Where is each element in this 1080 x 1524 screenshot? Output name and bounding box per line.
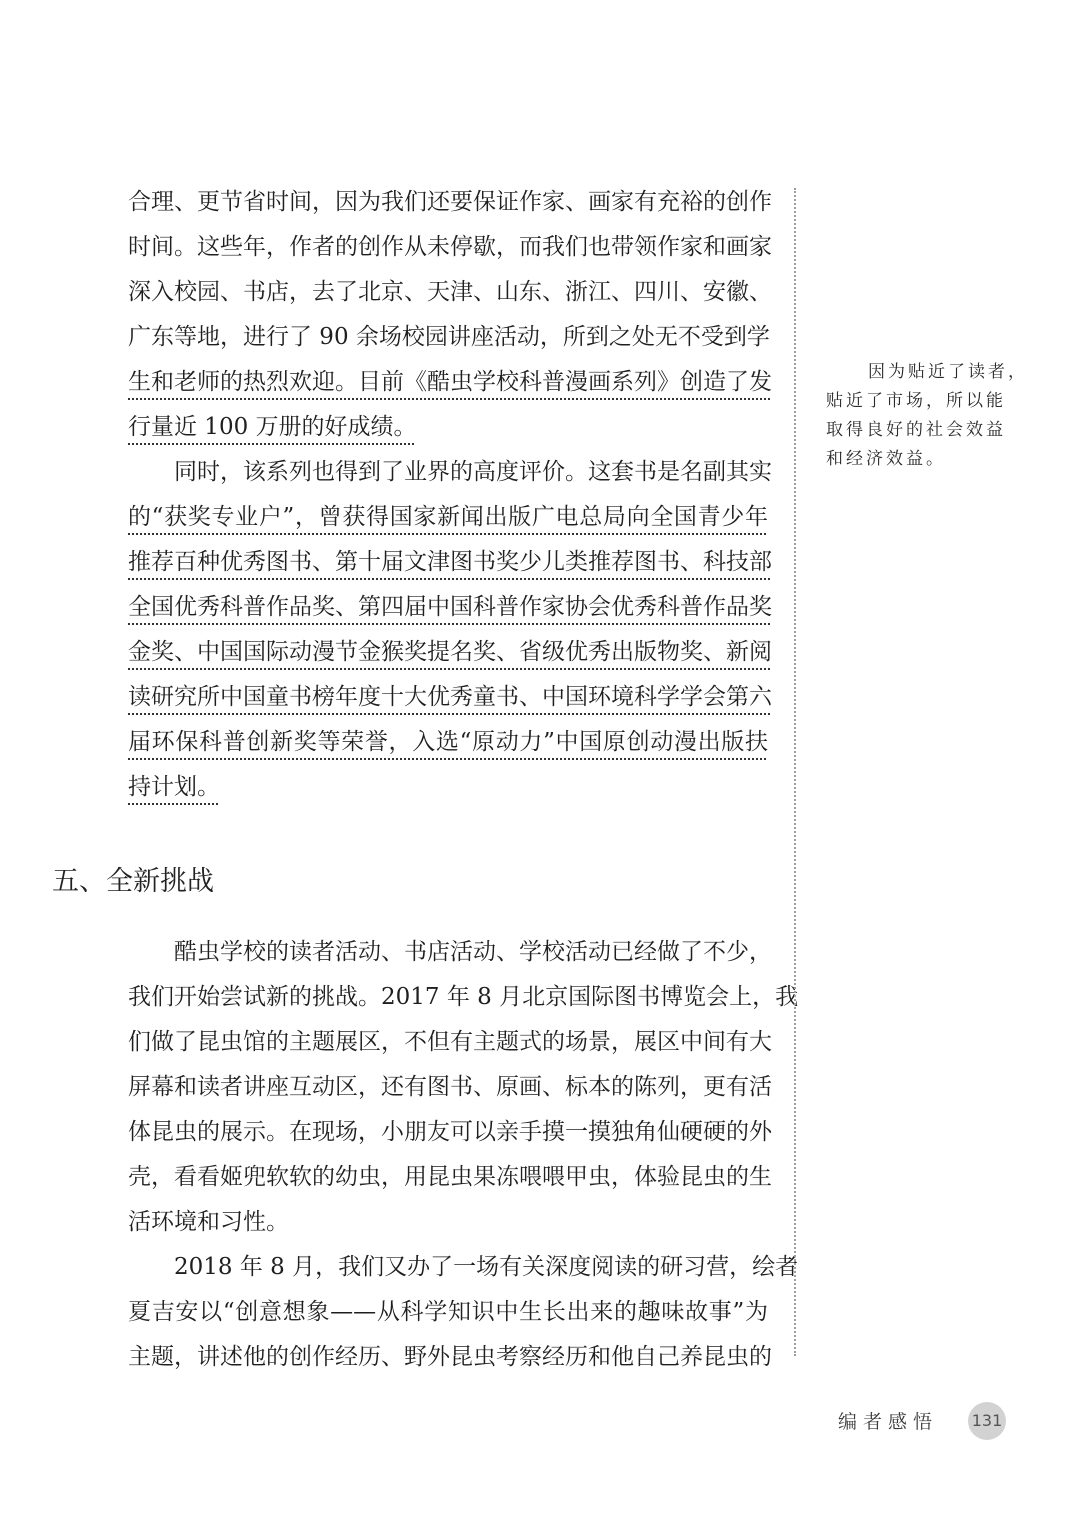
emphasized-line: 读研究所中国童书榜年度十大优秀童书、中国环境科学学会第六	[128, 684, 772, 710]
emphasized-line: 推荐百种优秀图书、第十届文津图书奖少儿类推荐图书、科技部	[128, 549, 772, 575]
emphasized-line: 生和老师的热烈欢迎。目前《酷虫学校科普漫画系列》创造了发	[128, 369, 772, 395]
section-heading: 五、全新挑战	[52, 866, 214, 897]
paragraph-line: 屏幕和读者讲座互动区，还有图书、原画、标本的陈列，更有活	[128, 1074, 772, 1100]
paragraph-line: 活环境和习性。	[128, 1209, 289, 1235]
paragraph-line: 酷虫学校的读者活动、书店活动、学校活动已经做了不少，	[174, 939, 772, 965]
text-block-bottom	[128, 930, 799, 1380]
paragraph-line: 广东等地，进行了 90 余场校园讲座活动，所到之处无不受到学	[128, 324, 770, 350]
paragraph-line: 同时，该系列也得到了业界的高度评价。这套书是名副其实	[174, 459, 772, 485]
paragraph-line: 合理、更节省时间，因为我们还要保证作家、画家有充裕的创作	[128, 189, 772, 215]
paragraph-line: 时间。这些年，作者的创作从未停歇，而我们也带领作家和画家	[128, 234, 772, 260]
paragraph-line: 2018 年 8 月，我们又办了一场有关深度阅读的研习营，绘者	[174, 1254, 799, 1280]
margin-note	[826, 358, 1028, 474]
emphasized-line: 金奖、中国国际动漫节金猴奖提名奖、省级优秀出版物奖、新阅	[128, 639, 772, 665]
margin-note-line: 因为贴近了读者，	[868, 362, 1028, 382]
paragraph-line: 我们开始尝试新的挑战。2017 年 8 月北京国际图书博览会上，我	[128, 984, 799, 1010]
paragraph-line: 体昆虫的展示。在现场，小朋友可以亲手摸一摸独角仙硬硬的外	[128, 1119, 772, 1145]
paragraph-line: 夏吉安以“创意想象——从科学知识中生长出来的趣味故事”为	[128, 1299, 768, 1325]
margin-note-line: 贴近了市场，所以能	[826, 391, 1006, 411]
paragraph-line: 主题，讲述他的创作经历、野外昆虫考察经历和他自己养昆虫的	[128, 1344, 772, 1370]
emphasized-line: 持计划。	[128, 774, 220, 800]
paragraph-line: 壳，看看姬兜软软的幼虫，用昆虫果冻喂喂甲虫，体验昆虫的生	[128, 1164, 772, 1190]
emphasized-line: 全国优秀科普作品奖、第四届中国科普作家协会优秀科普作品奖	[128, 594, 772, 620]
margin-note-line: 和经济效益。	[826, 449, 946, 469]
page-number-badge: 131	[968, 1402, 1006, 1440]
paragraph-line: 深入校园、书店，去了北京、天津、山东、浙江、四川、安徽、	[128, 279, 772, 305]
paragraph-line: 们做了昆虫馆的主题展区，不但有主题式的场景，展区中间有大	[128, 1029, 772, 1055]
margin-note-line: 取得良好的社会效益	[826, 420, 1006, 440]
emphasized-line: 的“获奖专业户”，曾获得国家新闻出版广电总局向全国青少年	[128, 504, 768, 530]
text-block-top	[128, 180, 772, 810]
emphasized-line: 届环保科普创新奖等荣誉，入选“原动力”中国原创动漫出版扶	[128, 729, 768, 755]
margin-divider	[794, 188, 796, 1356]
emphasized-line: 行量近 100 万册的好成绩。	[128, 414, 417, 440]
running-footer-label: 编者感悟	[838, 1411, 939, 1433]
